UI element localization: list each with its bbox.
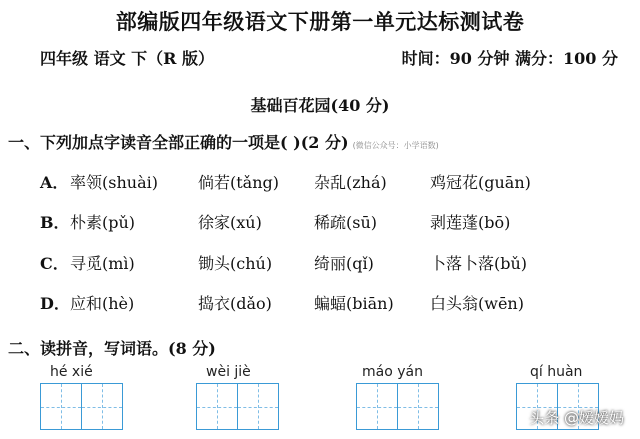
section-heading: 基础百花园(40 分) — [250, 96, 390, 115]
grade-subject-info: 四年级 语文 下（R 版） — [40, 49, 215, 68]
option-word: 白头翁(wēn) — [430, 294, 524, 313]
pinyin-label: wèi jiè — [206, 364, 251, 380]
option-word: 杂乱(zhá) — [314, 173, 387, 192]
option-word: 朴素(pǔ) — [70, 213, 136, 232]
pinyin-label: qí huàn — [530, 364, 583, 380]
option-word: 捣衣(dǎo) — [198, 294, 272, 313]
pinyin-label: hé xié — [50, 364, 93, 380]
option-word: 蝙蝠(biān) — [314, 294, 394, 313]
wechat-note: (微信公众号：小学语数) — [352, 141, 439, 150]
writing-grid[interactable] — [40, 383, 121, 430]
watermark: 头条 @嫒嫒妈 — [529, 409, 624, 427]
option-word: 鸡冠花(guān) — [430, 173, 531, 192]
writing-cell[interactable] — [81, 383, 123, 430]
option-word: 稀疏(sū) — [314, 213, 378, 232]
writing-cell[interactable] — [40, 383, 82, 430]
option-word: 绮丽(qǐ) — [314, 254, 374, 273]
option-letter: C． — [40, 254, 69, 273]
option-letter: B． — [40, 213, 70, 232]
question-1-text: 一、下列加点字读音全部正确的一项是( )(2 分) — [8, 133, 349, 152]
page-title: 部编版四年级语文下册第一单元达标测试卷 — [115, 9, 525, 34]
option-word: 徐家(xú) — [198, 213, 262, 232]
writing-cell[interactable] — [237, 383, 279, 430]
option-word: 应和(hè) — [70, 294, 135, 313]
option-word: 倘若(tǎng) — [198, 173, 280, 192]
writing-cell[interactable] — [196, 383, 238, 430]
option-word: 锄头(chú) — [198, 254, 273, 273]
option-letter: D． — [40, 294, 70, 313]
option-letter: A． — [40, 173, 69, 192]
option-word: 率领(shuài) — [70, 173, 158, 192]
question-2-text: 二、读拼音，写词语。(8 分) — [8, 339, 216, 358]
writing-grid[interactable] — [356, 383, 437, 430]
writing-grid[interactable] — [196, 383, 277, 430]
writing-cell[interactable] — [397, 383, 439, 430]
writing-cell[interactable] — [356, 383, 398, 430]
time-score-info: 时间：90 分钟 满分：100 分 — [401, 49, 618, 68]
question-1 — [8, 130, 439, 153]
option-word: 寻觅(mì) — [70, 254, 135, 273]
pinyin-label: máo yán — [362, 364, 423, 380]
option-word: 剥莲蓬(bō) — [430, 213, 511, 232]
option-word: 卜落卜落(bǔ) — [430, 254, 528, 273]
